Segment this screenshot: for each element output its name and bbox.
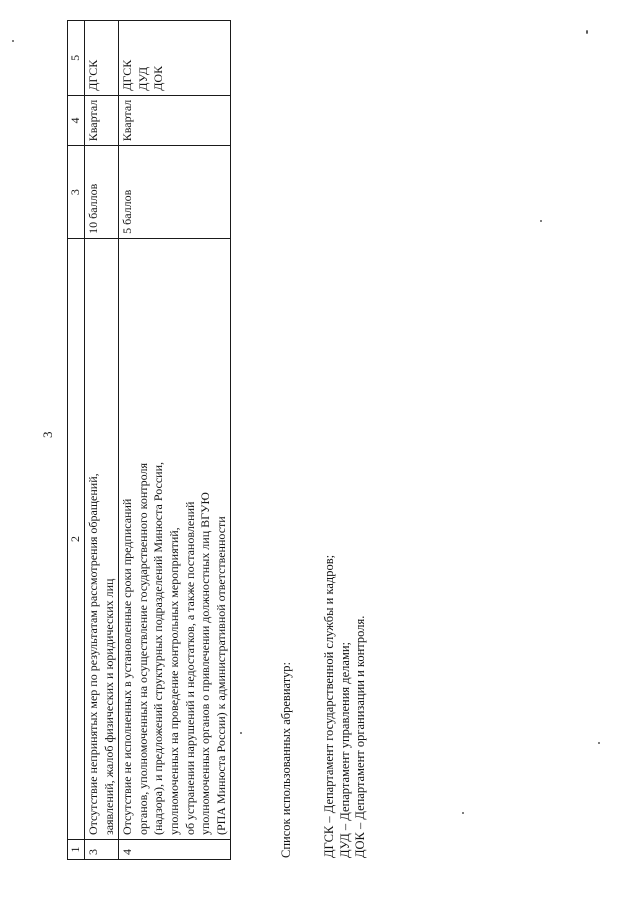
criterion-line: Отсутствие не исполненных в установленные сроки предписаний [120,498,135,836]
rotated-page-content [67,20,627,860]
dept-code: ДОК [151,65,166,91]
header-cell: 2 [68,238,85,839]
scan-speck [12,40,14,42]
abbreviation-item: ДГСК – Департамент государственной службы и кадров; [321,554,336,858]
criterion-line: (РПА Минюста России) к административной ответственности [213,516,228,836]
criterion-line: заявлений, жалоб физических и юридических лиц [101,578,116,836]
header-cell: 1 [68,840,85,860]
scan-speck [462,812,464,814]
criterion-line: уполномоченных на проведение контрольных мероприятий, [166,527,181,836]
criterion-line: уполномоченных органов о привлечении должностных лиц ВГУЮ [198,492,213,836]
dept-code: ДГСК [86,59,100,91]
dept-code: ДУД [135,66,150,91]
scan-speck [586,30,588,34]
table-row [85,21,119,860]
criterion-line: (надзора), и предложений структурных подразделений Минюста России, [151,461,166,836]
points-cell: 10 баллов [85,146,119,239]
criteria-table [67,20,231,860]
period-cell: Квартал [85,95,119,146]
row-number: 3 [85,840,119,860]
table-header-row [68,21,85,860]
header-cell: 5 [68,21,85,96]
scan-speck [240,732,242,734]
page-number: 3 [40,431,55,438]
criterion-text [119,238,231,839]
points-cell: 5 баллов [119,146,231,239]
table-row [119,21,231,860]
period-cell: Квартал [119,95,231,146]
criterion-line: об устранении нарушений и недостатков, а также постановлений [182,501,197,836]
header-cell: 3 [68,146,85,239]
criterion-line: Отсутствие непринятых мер по результатам рассмотрения обращений, [86,473,100,836]
criterion-line: органов, уполномоченных на осуществление государственного контроля [135,462,150,836]
row-number: 4 [119,840,231,860]
criterion-text [85,238,119,839]
scan-speck [540,220,542,222]
abbreviations-list [279,258,369,858]
dept-code: ДГСК [120,59,135,91]
abbreviations-heading: Список использованных абревиатур: [279,661,293,858]
header-cell: 4 [68,95,85,146]
dept-cell [119,21,231,96]
dept-cell [85,21,119,96]
scan-speck [598,742,600,744]
abbreviation-item: ДОК – Департамент организации и контроля. [353,615,368,858]
abbreviation-item: ДУД – Департамент управления делами; [337,641,352,858]
